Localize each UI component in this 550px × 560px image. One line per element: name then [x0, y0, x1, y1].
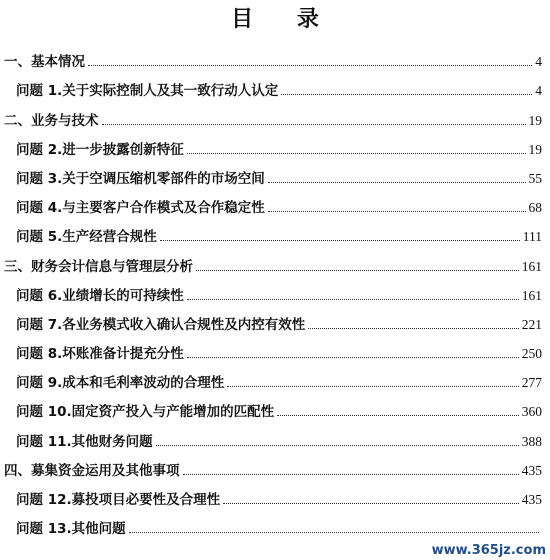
toc-entry-page: 161 [521, 287, 542, 303]
dot-leader [187, 153, 526, 154]
toc-entry-page: 68 [528, 200, 542, 216]
toc-entry-section-4[interactable] [0, 450, 550, 479]
toc-entry-section-3[interactable] [0, 245, 550, 274]
dot-leader [268, 182, 526, 183]
toc-entry-question-4[interactable] [0, 187, 550, 216]
dot-leader [308, 328, 519, 329]
toc-entry-page: 388 [521, 433, 542, 449]
toc-entry-label: 问题 6.业绩增长的可持续性 [16, 287, 184, 304]
toc-entry-page: 250 [521, 346, 542, 362]
toc-entry-label: 问题 11.其他财务问题 [16, 433, 153, 450]
toc-entry-label: 问题 5.生产经营合规性 [16, 229, 157, 246]
toc-entry-question-1[interactable] [0, 70, 550, 99]
toc-entry-label: 问题 13.其他问题 [16, 521, 126, 538]
toc-entry-question-2[interactable] [0, 129, 550, 158]
toc-entry-label: 三、财务会计信息与管理层分析 [4, 258, 193, 275]
dot-leader [156, 445, 519, 446]
dot-leader [277, 415, 519, 416]
dot-leader [187, 357, 519, 358]
document-title: 目 录 [231, 7, 337, 32]
toc-entry-page: 4 [535, 83, 542, 99]
toc-entry-label: 问题 8.坏账准备计提充分性 [16, 346, 184, 363]
toc-entry-question-13[interactable] [0, 508, 550, 537]
toc-entry-label: 一、基本情况 [4, 54, 85, 71]
toc-entry-label: 问题 12.募投项目必要性及合理性 [16, 492, 221, 508]
dot-leader [268, 211, 526, 212]
toc-entry-label: 问题 3.关于空调压缩机零部件的市场空间 [16, 170, 265, 187]
toc-entry-label: 问题 9.成本和毛利率波动的合理性 [16, 375, 225, 392]
toc-entry-label: 问题 10.固定资产投入与产能增加的匹配性 [16, 404, 275, 421]
site-watermark: www.365jz.com [431, 543, 546, 558]
toc-entry-page: 435 [521, 462, 542, 478]
table-of-contents [0, 41, 550, 537]
dot-leader [281, 94, 532, 95]
dot-leader [183, 474, 519, 475]
toc-entry-page: 277 [521, 375, 542, 391]
toc-entry-label: 四、募集资金运用及其他事项 [4, 462, 180, 479]
dot-leader [160, 240, 520, 241]
toc-entry-question-5[interactable] [0, 216, 550, 245]
dot-leader [223, 503, 519, 504]
toc-entry-page: 360 [521, 404, 542, 420]
toc-entry-question-7[interactable] [0, 304, 550, 333]
toc-entry-label: 二、业务与技术 [4, 112, 99, 129]
toc-entry-question-3[interactable] [0, 158, 550, 187]
toc-entry-question-9[interactable] [0, 362, 550, 391]
toc-entry-page: 161 [521, 258, 542, 274]
toc-entry-question-6[interactable] [0, 275, 550, 304]
toc-entry-label: 问题 7.各业务模式收入确认合规性及内控有效性 [16, 316, 306, 333]
toc-entry-page: 435 [521, 492, 542, 507]
dot-leader [227, 386, 519, 387]
dot-leader [187, 299, 519, 300]
toc-entry-section-2[interactable] [0, 99, 550, 128]
dot-leader [102, 124, 526, 125]
toc-entry-page: 19 [528, 112, 542, 128]
toc-entry-page: 111 [522, 229, 542, 245]
dot-leader [129, 532, 539, 533]
toc-entry-page: 221 [521, 316, 542, 332]
toc-entry-page: 55 [528, 170, 542, 186]
toc-entry-question-11[interactable] [0, 420, 550, 449]
toc-entry-page: 19 [528, 141, 542, 157]
toc-entry-question-12[interactable] [0, 479, 550, 508]
dot-leader [196, 270, 519, 271]
toc-entry-label: 问题 2.进一步披露创新特征 [16, 141, 184, 158]
toc-entry-page: 4 [535, 54, 542, 70]
toc-entry-label: 问题 4.与主要客户合作模式及合作稳定性 [16, 200, 265, 217]
toc-entry-question-10[interactable] [0, 391, 550, 420]
toc-entry-section-1[interactable] [0, 41, 550, 70]
dot-leader [88, 65, 532, 66]
toc-entry-question-8[interactable] [0, 333, 550, 362]
toc-entry-label: 问题 1.关于实际控制人及其一致行动人认定 [16, 83, 279, 100]
